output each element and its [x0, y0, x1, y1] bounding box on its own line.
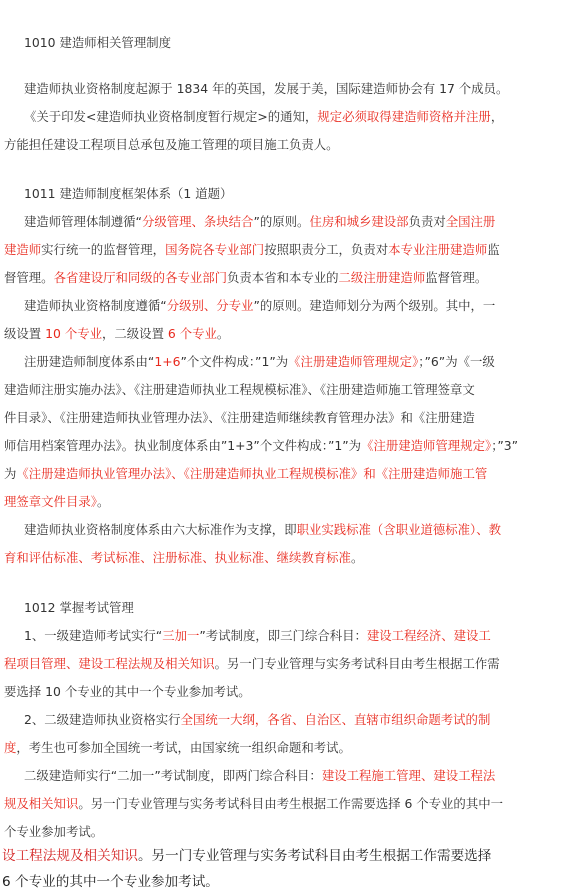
body-text: ， — [490, 109, 504, 124]
text-line — [24, 212, 495, 232]
text-line — [24, 352, 495, 372]
text-line — [4, 682, 251, 702]
text-line — [24, 33, 171, 53]
body-text: 建造师执业资格制度遵循“ — [24, 298, 167, 313]
text-line — [24, 520, 501, 540]
highlight-text: 全国统一大纲，各省、自治区、直辖市组织命题考试的制 — [180, 712, 491, 727]
body-text: 。 — [350, 550, 364, 565]
highlight-text: 国务院各专业部门 — [165, 242, 265, 257]
body-text: ；”3” — [491, 438, 519, 453]
text-line — [4, 548, 363, 568]
body-text: 件目录》、《注册建造师执业管理办法》、《注册建造师继续教育管理办法》和《注册建造 — [4, 410, 475, 425]
body-text: ”个文件构成：”1”为 — [180, 354, 289, 369]
text-line — [4, 268, 487, 288]
highlight-text: 建设工程经济、建设工 — [366, 628, 491, 643]
body-text: 。 — [96, 494, 110, 509]
highlight-text: 全国注册 — [445, 214, 496, 229]
highlight-text: 程项目管理、建设工程法规及相关知识 — [4, 656, 215, 671]
highlight-text: 规定必须取得建造师资格并注册 — [317, 109, 491, 124]
body-text: 负责本省和本专业的 — [227, 270, 339, 285]
body-text: 负责对 — [408, 214, 446, 229]
body-text: ；”6”为《一级 — [418, 354, 495, 369]
highlight-text: 职业实践标准（含职业道德标准）、教 — [296, 522, 502, 537]
highlight-text: 《注册建造师执业管理办法》、《注册建造师执业工程规模标准》和《注册建造师施工管 — [16, 466, 488, 481]
body-text: 方能担任建设工程项目总承包及施工管理的项目施工负责人。 — [4, 137, 339, 152]
highlight-text: 规及相关知识 — [4, 796, 79, 811]
body-text: 二级建造师实行“二加一”考试制度，即两门综合科目： — [24, 768, 322, 783]
body-text: 建造师执业资格制度体系由六大标准作为支撑，即 — [24, 522, 297, 537]
text-line — [4, 794, 503, 814]
body-text: 按照职责分工，负责对 — [264, 242, 389, 257]
text-line — [24, 598, 134, 618]
body-text: 个专业参加考试。 — [4, 824, 104, 839]
highlight-text: 10 个专业 — [45, 326, 103, 341]
text-line — [24, 296, 495, 316]
body-text: 级设置 — [4, 326, 46, 341]
body-text: 监 — [487, 242, 500, 257]
body-text: 为 — [4, 466, 17, 481]
body-text: 1012 掌握考试管理 — [24, 600, 134, 615]
text-line — [24, 79, 508, 99]
body-text: 要选择 10 个专业的其中一个专业参加考试。 — [4, 684, 251, 699]
body-text: 注册建造师制度体系由“ — [24, 354, 155, 369]
text-line — [2, 872, 219, 892]
body-text: 师信用档案管理办法》。执业制度体系由”1+3”个文件构成：”1”为 — [4, 438, 362, 453]
highlight-text: 育和评估标准、考试标准、注册标准、执业标准、继续教育标准 — [4, 550, 351, 565]
highlight-text: 住房和城乡建设部 — [309, 214, 409, 229]
highlight-text: 各省建设厅和同级的各专业部门 — [53, 270, 228, 285]
body-text: 。另一门专业管理与实务考试科目由考生根据工作需 — [214, 656, 500, 671]
text-line — [4, 738, 351, 758]
highlight-text: 分级管理、条块结合 — [141, 214, 254, 229]
body-text: 。另一门专业管理与实务考试科目由考生根据工作需要选择 6 个专业的其中一 — [78, 796, 503, 811]
body-text: ，考生也可参加全国统一考试，由国家统一组织命题和考试。 — [16, 740, 351, 755]
text-line — [24, 626, 491, 646]
text-line — [24, 184, 232, 204]
body-text: 1011 建造师制度框架体系（1 道题） — [24, 186, 233, 201]
text-line — [4, 240, 500, 260]
body-text: ”考试制度，即三门综合科目： — [199, 628, 367, 643]
body-text: 建造师管理体制遵循“ — [24, 214, 142, 229]
body-text: ”的原则。 — [253, 214, 310, 229]
body-text: 。 — [216, 326, 230, 341]
text-line — [4, 380, 475, 400]
body-text: 。另一门专业管理与实务考试科目由考生根据工作需要选择 — [137, 848, 492, 864]
text-line — [24, 710, 490, 730]
text-line — [4, 464, 487, 484]
body-text: 建造师执业资格制度起源于 1834 年的英国，发展于美，国际建造师协会有 17 个成员。 — [24, 81, 509, 96]
text-line — [4, 436, 518, 456]
highlight-text: 二级注册建造师 — [338, 270, 426, 285]
highlight-text: 1+6 — [154, 354, 181, 369]
highlight-text: 建设工程施工管理、建设工程法 — [321, 768, 496, 783]
body-text: 实行统一的监督管理， — [41, 242, 166, 257]
highlight-text: 分级别、分专业 — [166, 298, 254, 313]
highlight-text: 《注册建造师管理规定》 — [288, 354, 419, 369]
highlight-text: 建造师 — [4, 242, 42, 257]
body-text: 1、一级建造师考试实行“ — [24, 628, 163, 643]
body-text: 1010 建造师相关管理制度 — [24, 35, 171, 50]
text-line — [4, 654, 500, 674]
highlight-text: 6 个专业 — [167, 326, 217, 341]
body-text: 监督管理。 — [425, 270, 488, 285]
highlight-text: 《注册建造师管理规定》 — [361, 438, 492, 453]
text-line — [4, 822, 103, 842]
highlight-text: 设工程法规及相关知识 — [2, 848, 138, 864]
text-line — [24, 766, 495, 786]
body-text: ”的原则。建造师划分为两个级别。其中，一 — [253, 298, 496, 313]
text-line — [4, 324, 229, 344]
body-text: 《关于印发<建造师执业资格制度暂行规定>的通知， — [24, 109, 318, 124]
text-line — [4, 492, 109, 512]
body-text: 2、二级建造师执业资格实行 — [24, 712, 181, 727]
highlight-text: 三加一 — [162, 628, 200, 643]
highlight-text: 度 — [4, 740, 17, 755]
body-text: 督管理。 — [4, 270, 54, 285]
body-text: ，二级设置 — [102, 326, 168, 341]
text-line — [2, 846, 491, 866]
highlight-text: 理签章文件目录》 — [4, 494, 97, 509]
text-line — [24, 107, 503, 127]
text-line — [4, 408, 475, 428]
body-text: 建造师注册实施办法》、《注册建造师执业工程规模标准》、《注册建造师施工管理签章文 — [4, 382, 475, 397]
highlight-text: 本专业注册建造师 — [388, 242, 488, 257]
body-text: 6 个专业的其中一个专业参加考试。 — [2, 874, 219, 890]
text-line — [4, 135, 339, 155]
